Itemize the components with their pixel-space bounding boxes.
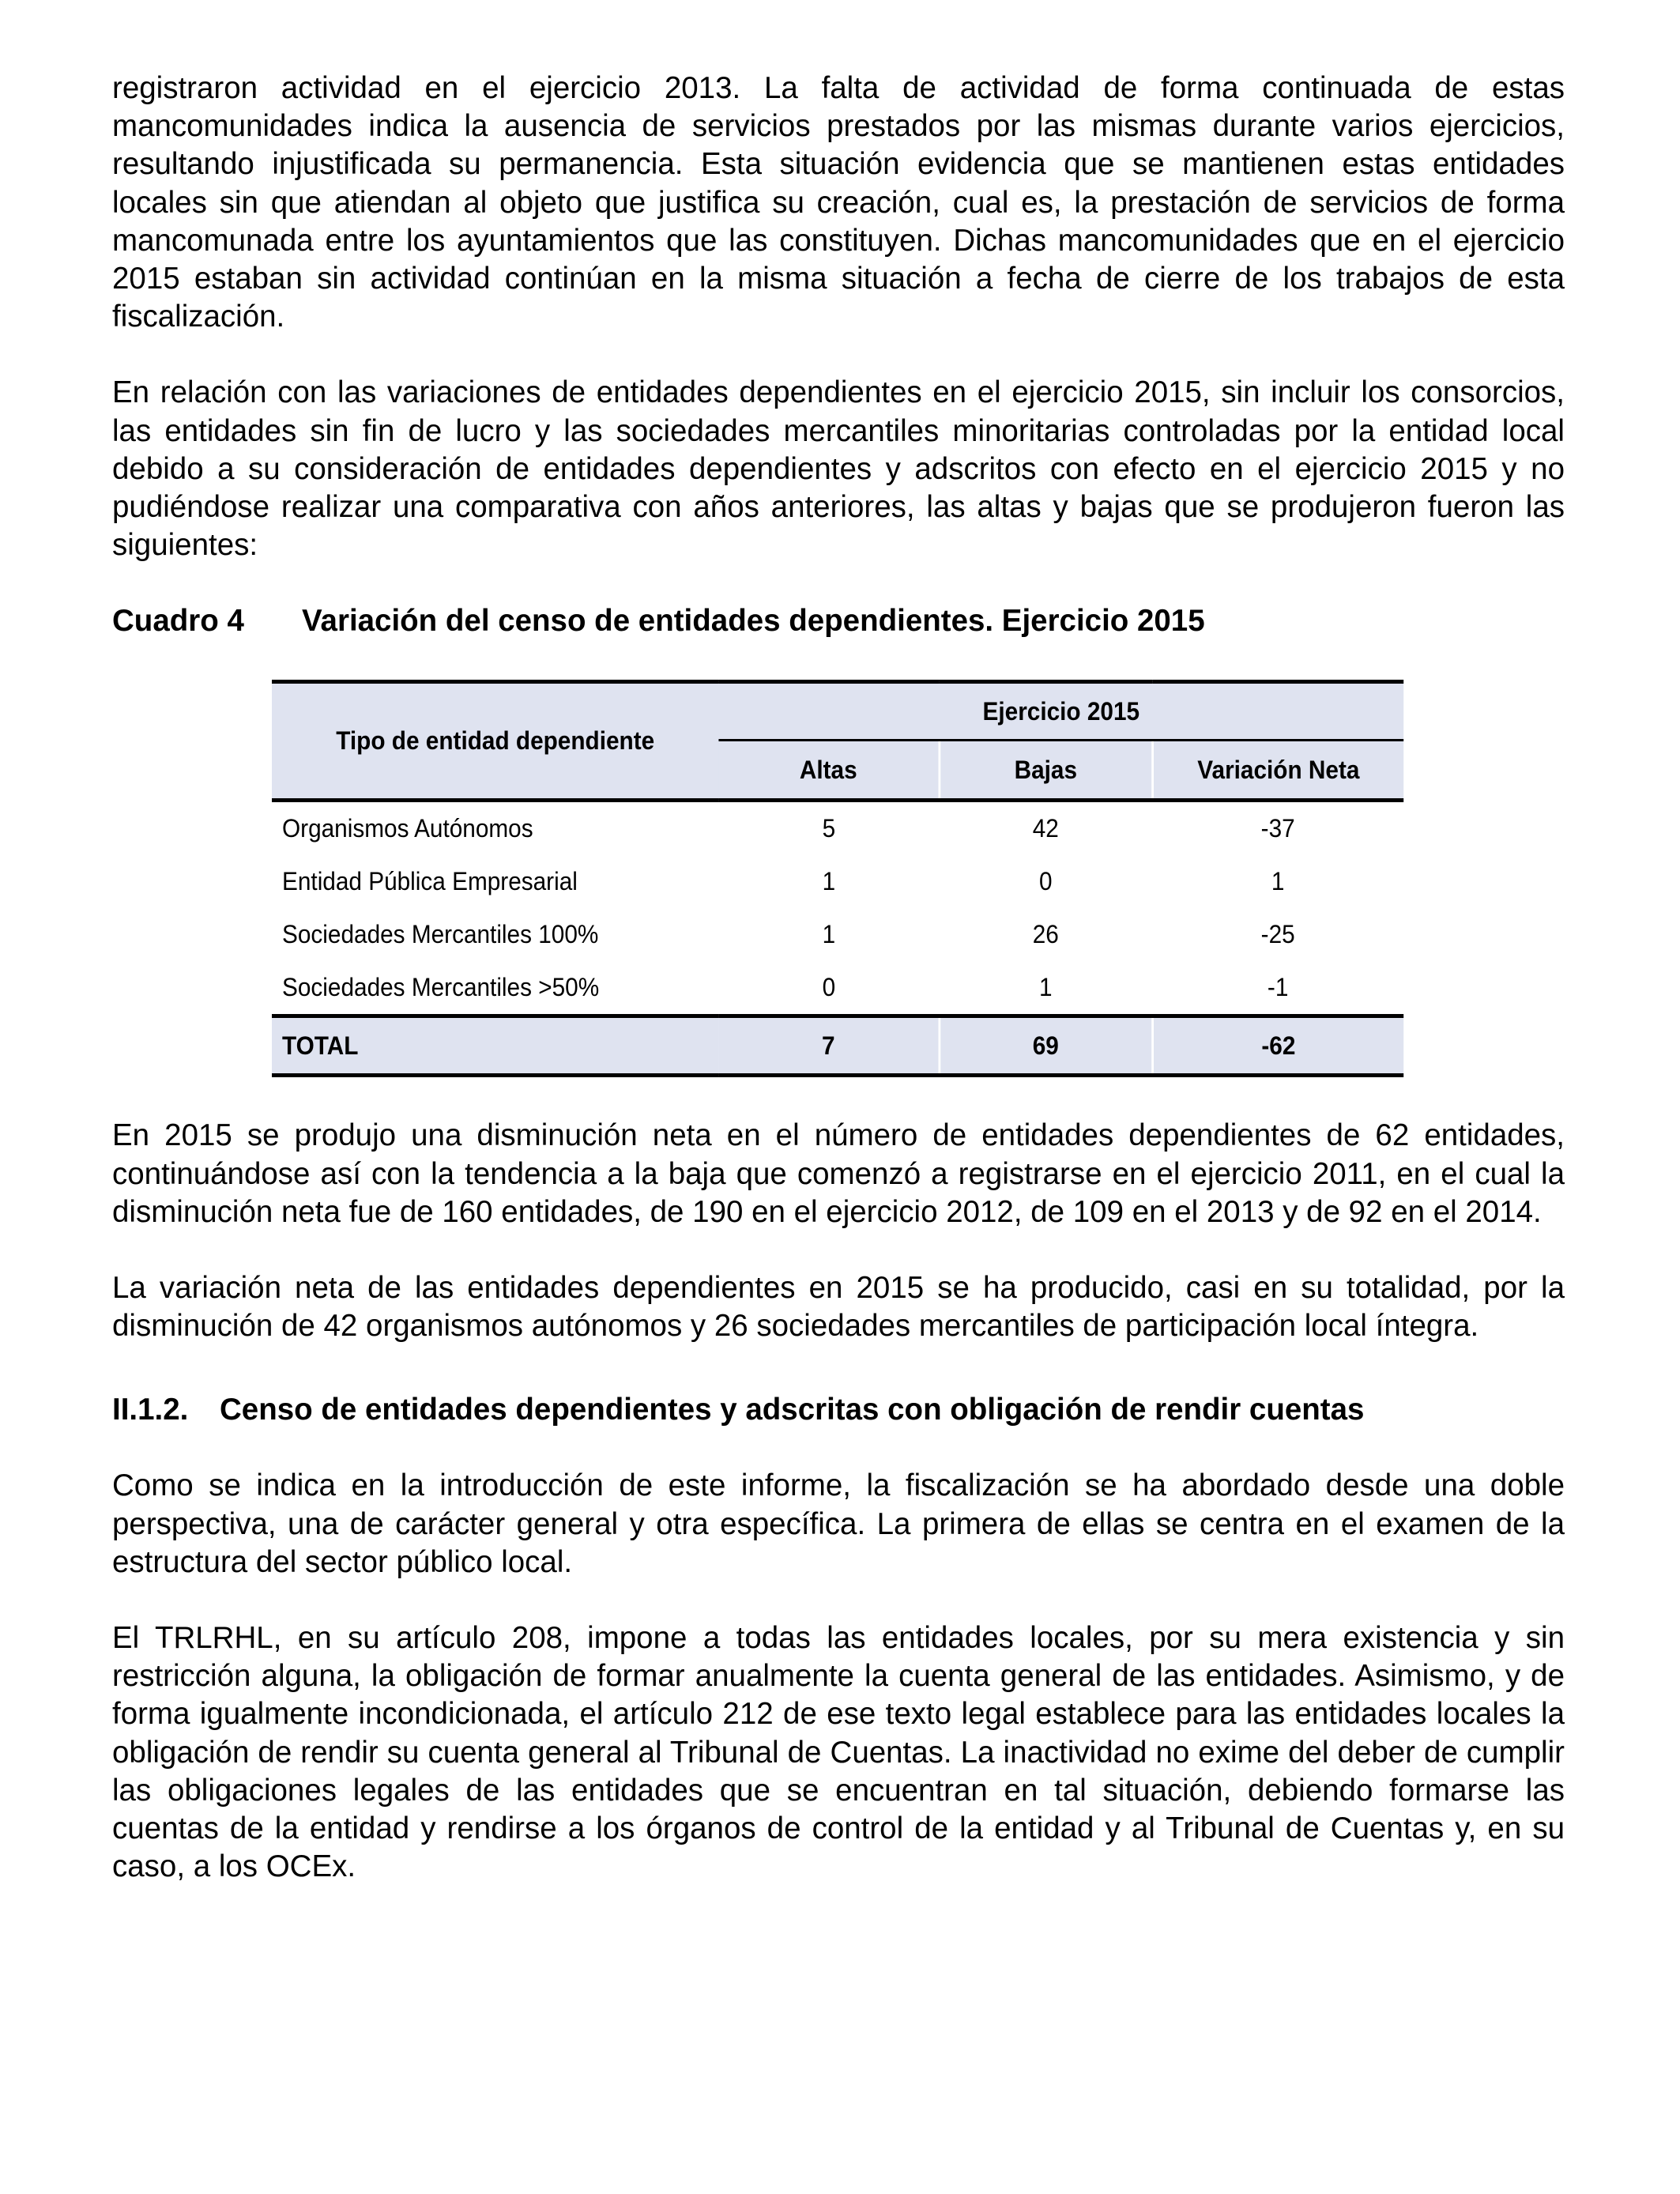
row-name: Sociedades Mercantiles 100% [282, 920, 599, 949]
paragraph-variaciones: En relación con las variaciones de entidades dependientes en el ejercicio 2015, sin incluir los consorcios, las entidades sin fin de lucro y las sociedades mercantiles minoritarias controladas por la entidad local debido a su consideración de entidades dependientes y adscritos con efecto en el ejercicio 2015 y no pudiéndose realizar una comparativa con años anteriores, las altas y bajas que se produjeron fueron las siguientes: [112, 375, 1565, 563]
census-table [272, 680, 1403, 1077]
total-altas: 7 [821, 1031, 835, 1060]
census-table-container [272, 680, 1403, 1077]
table-row [272, 801, 1403, 856]
table-row [272, 855, 1403, 908]
row-neta: -1 [1267, 973, 1289, 1002]
document-page [112, 70, 1565, 1886]
table-caption-label: Cuadro 4 [112, 604, 244, 639]
total-label: TOTAL [282, 1031, 359, 1060]
paragraph-variacion-neta: La variación neta de las entidades dependientes en 2015 se ha producido, casi en su totalidad, por la disminución de 42 organismos autónomos y 26 sociedades mercantiles de participación local íntegra. [112, 1271, 1565, 1344]
table-caption [112, 602, 1565, 640]
paragraph-trlrhl: El TRLRHL, en su artículo 208, impone a todas las entidades locales, por su mera existencia y sin restricción alguna, la obligación de formar anualmente la cuenta general de las entidades. Asimismo, y de forma igualmente incondicionada, el artículo 212 de ese texto legal establece para las entidades locales la obligación de rendir su cuenta general al Tribunal de Cuentas. La inactividad no exime del deber de cumplir las obligaciones legales de las entidades que se encuentran en tal situación, debiendo formarse las cuentas de la entidad y rendirse a los órganos de control de la entidad y al Tribunal de Cuentas y, en su caso, a los OCEx. [112, 1621, 1565, 1884]
row-altas: 1 [822, 867, 836, 896]
total-bajas: 69 [939, 1016, 1152, 1076]
row-bajas: 26 [1032, 920, 1059, 949]
row-neta: -25 [1260, 920, 1295, 949]
row-neta: -37 [1260, 814, 1295, 843]
paragraph-disminucion: En 2015 se produjo una disminución neta en el número de entidades dependientes de 62 entidades, continuándose así con la tendencia a la baja que comenzó a registrarse en el ejercicio 2011, en el cual la disminución neta fue de 160 entidades, de 190 en el ejercicio 2012, de 109 en el 2013 y de 92 en el 2014. [112, 1118, 1565, 1229]
column-header-group: Ejercicio 2015 [718, 682, 1403, 741]
section-heading [112, 1391, 1565, 1429]
paragraph-mancomunidades: registraron actividad en el ejercicio 2013. La falta de actividad de forma continuada de estas mancomunidades indica la ausencia de servicios prestados por las mismas durante varios ejercicios, resultando injustificada su permanencia. Esta situación evidencia que se mantienen estas entidades locales sin que atiendan al objeto que justifica su creación, cual es, la prestación de servicios de forma mancomunada entre los ayuntamientos que las constituyen. Dichas mancomunidades que en el ejercicio 2015 estaban sin actividad continúan en la misma situación a fecha de cierre de los trabajos de esta fiscalización. [112, 71, 1565, 334]
row-name: Sociedades Mercantiles >50% [282, 973, 600, 1002]
table-row [272, 908, 1403, 961]
row-neta: 1 [1271, 867, 1285, 896]
row-altas: 5 [822, 814, 836, 843]
section-heading-number: II.1.2. [112, 1393, 189, 1427]
paragraph-introduccion: Como se indica en la introducción de este informe, la fiscalización se ha abordado desde una doble perspectiva, una de carácter general y otra específica. La primera de ellas se centra en el examen de la estructura del sector público local. [112, 1468, 1565, 1579]
row-bajas: 0 [1039, 867, 1053, 896]
row-bajas: 42 [1032, 814, 1059, 843]
table-total-row [272, 1016, 1403, 1076]
row-bajas: 1 [1039, 973, 1053, 1002]
column-header-bajas: Bajas [939, 741, 1152, 801]
total-neta: -62 [1152, 1016, 1403, 1076]
table-row [272, 961, 1403, 1016]
row-name: Entidad Pública Empresarial [282, 867, 578, 896]
column-header-altas: Altas [799, 755, 857, 784]
row-name: Organismos Autónomos [282, 814, 533, 843]
column-header-variacion: Variación Neta [1152, 741, 1403, 801]
table-caption-title: Variación del censo de entidades dependientes. Ejercicio 2015 [302, 604, 1205, 639]
row-altas: 0 [822, 973, 836, 1002]
row-altas: 1 [822, 920, 836, 949]
section-heading-title: Censo de entidades dependientes y adscritas con obligación de rendir cuentas [220, 1393, 1365, 1427]
column-header-type: Tipo de entidad dependiente [272, 682, 718, 801]
